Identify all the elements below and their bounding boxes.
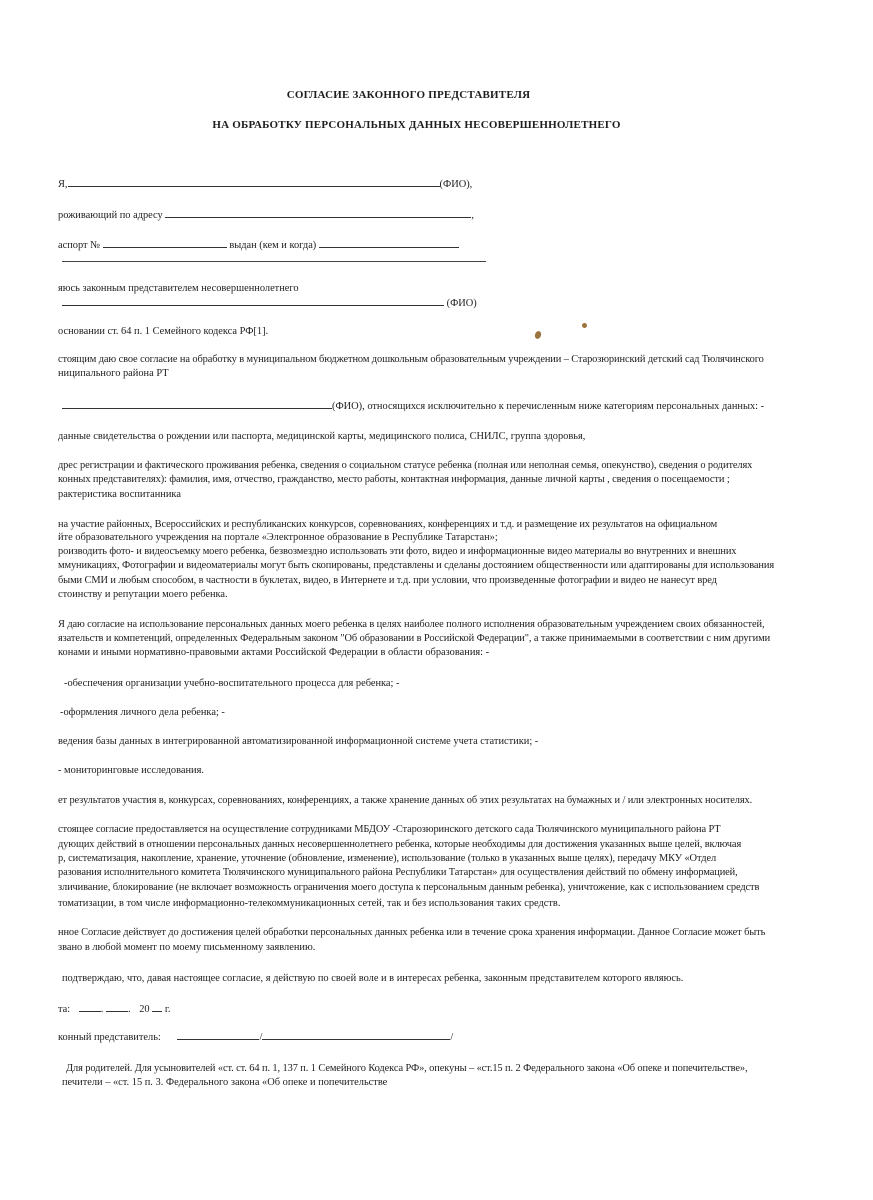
representative-label: яюсь законным представителем несовершеннолетнего: [58, 283, 299, 294]
signer-slash: /: [259, 1032, 263, 1043]
fio-suffix: (ФИО),: [439, 179, 473, 190]
date-year-blank: [152, 1002, 162, 1012]
child-fio-line: [62, 296, 477, 310]
address-label: роживающий по адресу: [58, 210, 163, 221]
issued-blank: [319, 238, 459, 248]
participation-line-4: ммуникациях, Фотографии и видеоматериалы могут быть скопированы, представлены и сделаны достоянием общественности или адаптированы для использования: [58, 560, 775, 571]
fio-blank: [68, 177, 440, 187]
participation-line-6: стоинству и репутации моего ребенка.: [58, 589, 228, 600]
signer-line: [58, 1030, 453, 1044]
category-line-2c: рактеристика воспитанника: [58, 489, 181, 500]
fio-categories-text: (ФИО), относящихся исключительно к перечисленным ниже категориям персональных данных: -: [332, 401, 765, 412]
passport-line: [58, 238, 459, 252]
scan-spot: [534, 330, 542, 340]
basis-line: основании ст. 64 п. 1 Семейного кодекса РФ[1].: [58, 326, 269, 337]
passport-label: аспорт №: [58, 240, 101, 251]
scan-spot: [582, 323, 587, 328]
document-title-line-2: НА ОБРАБОТКУ ПЕРСОНАЛЬНЫХ ДАННЫХ НЕСОВЕРШЕННОЛЕТНЕГО: [212, 119, 621, 131]
footnote-line-1: Для родителей. Для усыновителей «ст. ст. 64 п. 1, 137 п. 1 Семейного Кодекса РФ», опекуны – «ст.15 п. 2 Федерального закона «Об опеке и попечительстве»,: [66, 1063, 748, 1074]
date-day-blank: [79, 1002, 101, 1012]
purpose-line-2: -оформления личного дела ребенка; -: [60, 707, 225, 718]
footnote-line-2: печители – «ст. 15 п. 3. Федерального закона «Об опеке и попечительстве: [62, 1077, 388, 1088]
confirmation-line: подтверждаю, что, давая настоящее согласие, я действую по своей воле и в интересах ребенка, законным представителем которого являюсь.: [62, 973, 684, 984]
participation-line-3: роизводить фото- и видеосъемку моего ребенка, безвозмездно использовать эти фото, видео и информационные видео материалы во внутренних и внешних: [58, 546, 737, 557]
actions-line-4: разования исполнительного комитета Тюлячинского муниципального района Республики Татарстан» для осуществления действий по обмену информацией,: [58, 867, 738, 878]
date-dot-2: .: [128, 1004, 131, 1015]
consent-line-2: ниципального района РТ: [58, 368, 169, 379]
document-title-line-1: СОГЛАСИЕ ЗАКОННОГО ПРЕДСТАВИТЕЛЯ: [286, 89, 531, 101]
child-fio-blank: [62, 296, 444, 306]
results-line: ет результатов участия в, конкурсах, соревнованиях, конференциях, а также хранение данных об этих результатах на бумажных и / или электронных носителях.: [58, 795, 753, 806]
representative-line: [58, 282, 299, 295]
signer-slash-end: /: [450, 1032, 454, 1043]
address-blank: [165, 208, 471, 218]
actions-line-3: р, систематизация, накопление, хранение, уточнение (обновление, изменение), использование (только в указанных выше целях), передачу МКУ «Отдел: [58, 853, 717, 864]
passport-second-rule: [62, 261, 486, 262]
date-label: та:: [58, 1004, 71, 1015]
category-line-2b: конных представителях): фамилия, имя, отчество, гражданство, место работы, контактная информация, данные личной карты , сведения о посещаемости ;: [58, 474, 730, 485]
fio-categories-line: [62, 399, 764, 413]
consent-line-1: стоящим даю свое согласие на обработку в муниципальном бюджетном дошкольным образовательным учреждении – Старозюринский детский сад Тюлячинского: [58, 354, 764, 365]
fio-line: [58, 177, 472, 191]
signature-blank: [177, 1030, 259, 1040]
usage-line-2: язательств и компетенций, определенных Федеральным законом "Об образовании в Российской Федерации", а также принимаемыми в соответствии с ним другими: [58, 633, 771, 644]
actions-line-6: томатизации, в том числе информационно-телекоммуникационных сетей, так и без использования таких средств.: [58, 898, 561, 909]
date-dot-1: .: [100, 1004, 104, 1015]
participation-line-2: йте образовательного учреждения на портале «Электронное образование в Республике Татарстан»;: [58, 532, 498, 543]
passport-number-blank: [103, 238, 227, 248]
actions-line-2: дующих действий в отношении персональных данных несовершеннолетнего ребенка, которые необходимы для достижения указанных выше целей, включая: [58, 839, 742, 850]
purpose-line-1: -обеспечения организации учебно-воспитательного процесса для ребенка; -: [64, 678, 400, 689]
actions-line-1: стоящее согласие предоставляется на осуществление сотрудниками МБДОУ -Старозюринского детского сада Тюлячинского муниципального района РТ: [58, 824, 721, 835]
participation-line-1: на участие районных, Всероссийских и республиканских конкурсов, соревнованиях, конференциях и т.д. и размещение их результатов на официальном: [58, 519, 718, 530]
address-line: [58, 208, 474, 222]
usage-line-3: конами и иными нормативно-правовыми актами Российской Федерации в области образования: -: [58, 647, 490, 658]
usage-line-1: Я даю согласие на использование персональных данных моего ребенка в целях наиболее полного исполнения образовательным учреждением своих обязанностей,: [58, 619, 765, 630]
child-fio-paren: (ФИО): [446, 298, 477, 309]
categories-fio-blank: [62, 399, 332, 409]
validity-line-1: нное Согласие действует до достижения целей обработки персональных данных ребенка или в течение срока хранения информации. Данное Согласие может быть: [58, 927, 766, 938]
date-g: г.: [164, 1004, 171, 1015]
purpose-line-3: ведения базы данных в интегрированной автоматизированной информационной системе учета статистики; -: [58, 736, 539, 747]
participation-line-5: быми СМИ и любым способом, в частности в буклетах, видео, в Интернете и т.д. при условии, что произведенные фотографии и видео не нанесут вред: [58, 575, 717, 586]
validity-line-2: звано в любой момент по моему письменному заявлению.: [58, 942, 316, 953]
signer-name-blank: [262, 1030, 450, 1040]
category-line-1: данные свидетельства о рождении или паспорта, медицинской карты, медицинского полиса, СНИЛС, группа здоровья,: [58, 431, 586, 442]
date-month-blank: [106, 1002, 128, 1012]
date-line: [58, 1002, 171, 1016]
purpose-line-4: - мониторинговые исследования.: [58, 765, 204, 776]
signer-label: конный представитель:: [58, 1032, 161, 1043]
address-comma: ,: [471, 210, 474, 221]
category-line-2a: дрес регистрации и фактического проживания ребенка, сведения о социальном статусе ребенка (полная или неполная семья, опекунство), сведения о родителях: [58, 460, 753, 471]
date-year: 20: [139, 1004, 150, 1015]
ya-prefix: Я,: [58, 179, 68, 190]
actions-line-5: зличивание, блокирование (не включает возможность ограничения моего доступа к персональным данным ребенка), уничтожение, как с использованием средств: [58, 882, 760, 893]
issued-label: выдан (кем и когда): [229, 240, 317, 251]
